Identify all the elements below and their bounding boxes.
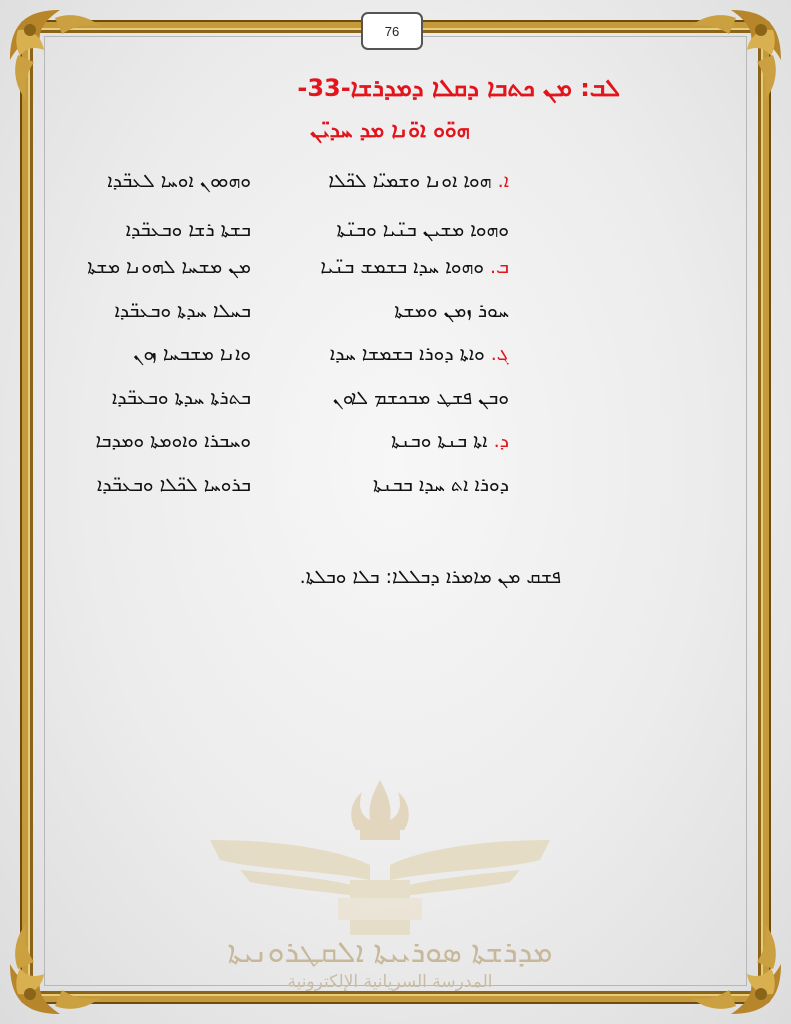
verse-mark: ܓ. [490,343,509,365]
verse-line-left: ܘܗܘܘܢ ܐܘܚܐ ܠܥܒ̈ܕܐ [107,170,251,192]
verse-text: ܗܘܐ ܐܘܢܐ ܘܫܡܝ̈ܐ ܠܟ̈ܠܐ [328,170,492,192]
ornament-corner-top-left [0,0,120,120]
verse-line-left: ܘܐܢܐ ܡܫܒܚܐ ܙܘܢ [133,343,251,365]
page-subtitle: ܗܘ̈ܘ ܐܘ̈ܢܐ ܡܕ ܚܕܝ̈ܢ [310,118,470,142]
verse-text: ܘܒܢ ܦܫܛ ܡܒܟܫܡ ܠܐܘܢ [332,387,509,409]
ornament-corner-top-right [671,0,791,120]
verse-line-right [394,300,509,322]
watermark-arabic: المدرسة السريانية الإلكترونية [287,972,493,992]
verse-text: ܕܘܪܐ ܐܬ ܚܕܐ ܒܒܢܬܐ [372,474,509,496]
verse-line-right [330,343,509,365]
verse-line-right [333,387,509,409]
verse-text: ܘܗܘܐ ܚܕܐ ܒܫܡܫ ܒܢ̈ܝܐ [320,256,484,278]
verse-line-left: ܒܫܬܐ ܪܫܐ ܘܒܥܒ̈ܕܐ [125,219,251,241]
verse-line-right [328,170,509,192]
verse-line-right [320,256,509,278]
verse-mark: ܒ. [490,256,509,278]
verse-text: ܐܬܐ ܒܢܬܐ ܘܒܢܬܐ [391,430,488,452]
verse-line-left: ܡܢ ܡܫܚܐ ܠܗܘܢܐ ܡܫܬܐ [87,256,251,278]
footer-text: ܦܫܩ ܡܢ ܡܐܡܪܐ ܕܒܠܠܐ: ܒܠܐ ܘܒܠܬܐ. [299,566,561,588]
verse-line-left: ܒܬܪܬܐ ܚܕܬܐ ܘܒܥܒ̈ܕܐ [111,387,251,409]
verse-line-left: ܒܪܘܚܐ ܠܟ̈ܠܐ ܘܒܥܒ̈ܕܐ [96,474,251,496]
page-number: 76 [361,12,423,50]
ornament-corner-bottom-left [0,904,120,1024]
verse-text: ܘܗܘܐ ܡܫܝܢ ܒܢ̈ܝܐ ܘܒܢ̈ܬܐ [336,219,509,241]
watermark-emblem-icon [200,770,560,940]
verse-line-right [336,219,509,241]
verse-line-left: ܒܚܠܐ ܚܕܬܐ ܘܒܥܒ̈ܕܐ [114,300,251,322]
verse-text: ܘܐܬܐ ܕܘܪܐ ܒܫܡܫܐ ܚܕܐ [329,343,485,365]
watermark-syriac: ܡܕܪܫܬܐ ܣܘܪܝܝܬܐ ܐܠܩܛܪܘܢܝܬܐ [227,935,553,970]
page-title: ܠܒ: ܡܢ ܟܬܒܐ ܕܩܠܐ ܕܡܕܪܫܐ-33- [297,74,620,102]
verse-line-right [373,474,509,496]
verse-text: ܚܘܪ ܙܡܢ ܘܡܫܬܐ [394,300,509,322]
verse-line-right [391,430,509,452]
verse-mark: ܕ. [493,430,509,452]
ornament-corner-bottom-right [671,904,791,1024]
verse-mark: ܐ. [497,170,509,192]
verse-line-left: ܘܚܒܪܐ ܘܐܘܡܬܐ ܘܡܕܒܐ [95,430,251,452]
